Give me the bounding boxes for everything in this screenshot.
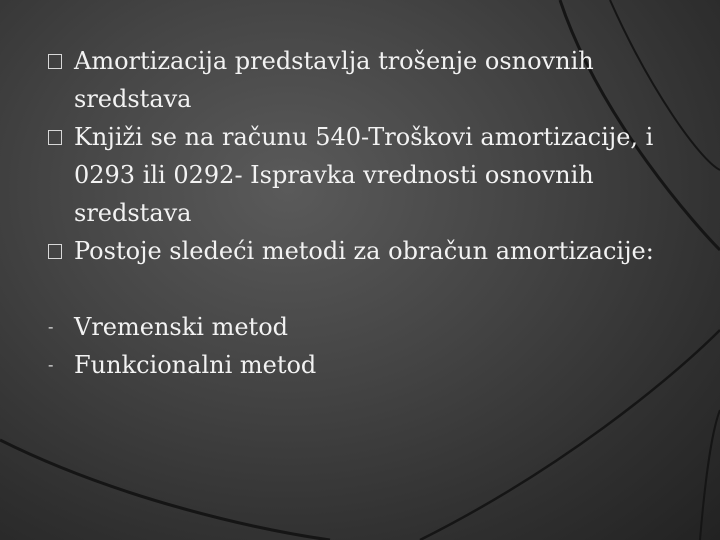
dash-marker: - [48,317,54,336]
method-item [48,308,688,346]
dash-marker: - [48,355,54,374]
bullet-item [48,232,688,270]
method-list [48,308,688,384]
bullet-text: Amortizacija predstavlja trošenje osnovnih sredstava [74,47,594,113]
bullet-box-icon [48,54,62,69]
bullet-item [48,42,688,118]
bullet-item [48,118,688,232]
method-text: Funkcionalni metod [74,351,317,379]
bullet-text: Knjiži se na računu 540-Troškovi amortizacije, i 0293 ili 0292- Ispravka vrednosti osnovnih sredstava [74,123,654,227]
bullet-text: Postoje sledeći metodi za obračun amortizacije: [74,237,654,265]
bullet-box-icon [48,244,62,259]
bullet-list [48,42,688,270]
method-item [48,346,688,384]
method-text: Vremenski metod [74,313,289,341]
slide-content [48,42,688,384]
bullet-box-icon [48,130,62,145]
